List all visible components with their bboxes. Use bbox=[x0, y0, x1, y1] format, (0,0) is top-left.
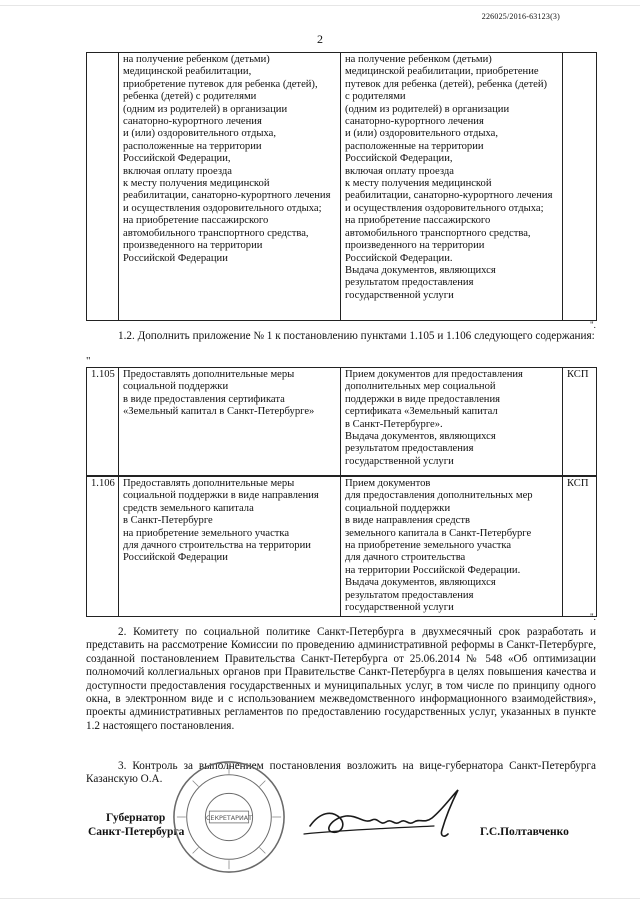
seal-text: СЕКРЕТАРИАТ bbox=[205, 813, 253, 822]
table-row bbox=[87, 368, 597, 476]
scan-artifact bbox=[0, 898, 640, 899]
signatory-name: Г.С.Полтавченко bbox=[480, 826, 569, 838]
official-seal-stamp bbox=[170, 758, 288, 876]
table-cell-service bbox=[119, 53, 341, 321]
paragraph-3-text: 3. Контроль за выполнением постановления возложить на вице-губернатора Санкт-Петербурга Казанскую О.А. bbox=[86, 760, 596, 786]
procedure-text: Прием документов для предоставления дополнительных мер социальной поддержки в виде предоставления сертификата «Земельный капитал в Санкт-Петербурге». Выдача документов, являющихся результатом предоставления государственной услуги bbox=[345, 369, 523, 467]
paragraph-1-2-text: 1.2. Дополнить приложение № 1 к постановлению пунктами 1.105 и 1.106 следующего содержания: bbox=[118, 330, 595, 342]
closing-quote: ". bbox=[590, 320, 596, 330]
org-cell: КСП bbox=[563, 368, 597, 476]
table-row-1106 bbox=[86, 476, 597, 617]
table-row bbox=[87, 477, 597, 617]
procedure-text: на получение ребенком (детьми) медицинской реабилитации, приобретение путевок для ребенка (детей), ребенка (детей) с родителями (одним из родителей) в организации санаторно-курортного лечения и (или) оздоровительного отдыха, расположенные на территории Российской Федерации, включая оплату проезда к месту получения медицинской реабилитации, санаторно-курортного лечения и осуществления оздоровительного отдыха; на приобретение пассажирского автомобильного транспортного средства, произведенного на территории Российской Федерации. Выдача документов, являющихся результатом предоставления государственной услуги bbox=[345, 54, 553, 301]
table-row-1105 bbox=[86, 367, 597, 476]
signatory-title-line1: Губернатор bbox=[106, 812, 166, 824]
scan-artifact bbox=[0, 5, 640, 6]
org-cell: КСП bbox=[563, 477, 597, 617]
service-cell bbox=[119, 477, 341, 617]
table-cell-procedure bbox=[341, 53, 563, 321]
opening-quote: " bbox=[86, 355, 91, 367]
continuation-table bbox=[86, 52, 597, 321]
page-number: 2 bbox=[317, 32, 323, 46]
row-number: 1.106 bbox=[87, 477, 119, 617]
closing-quote: ". bbox=[590, 612, 596, 622]
signatory-title-line2: Санкт-Петербурга bbox=[88, 826, 185, 838]
procedure-cell bbox=[341, 368, 563, 476]
service-cell bbox=[119, 368, 341, 476]
paragraph-1-2 bbox=[86, 330, 596, 343]
paragraph-2-text: 2. Комитету по социальной политике Санкт-Петербурга в двухмесячный срок разработать и представить на рассмотрение Комиссии по проведению административной реформы в Санкт-Петербурге, созданной постановлением Правительства Санкт-Петербурга от 25.06.2014 № 548 «Об оптимизации полномочий коллегиальных органов при Правительстве Санкт-Петербурга в целях повышения качества и доступности предоставления государственных и муниципальных услуг, в том числе по принципу одного окна, в электронном виде и с использованием межведомственного информационного взаимодействия», проекты административных регламентов по предоставлению государственных услуг, указанных в пункте 1.2 настоящего постановления. bbox=[86, 626, 596, 732]
row-number: 1.105 bbox=[87, 368, 119, 476]
procedure-cell bbox=[341, 477, 563, 617]
paragraph-2 bbox=[86, 626, 596, 733]
handwritten-signature bbox=[302, 782, 472, 852]
service-text: на получение ребенком (детьми) медицинской реабилитации, приобретение путевок для ребенка (детей), ребенка (детей) с родителями (одним из родителей) в организации санаторно-курортного лечения и (или) оздоровительного отдыха, расположенные на территории Российской Федерации, включая оплату проезда к месту получения медицинской реабилитации, санаторно-курортного лечения и осуществления оздоровительного отдыха; на приобретение пассажирского автомобильного транспортного средства, произведенного на территории Российской Федерации bbox=[123, 54, 331, 264]
table-row bbox=[87, 53, 597, 321]
procedure-text: Прием документов для предоставления дополнительных мер социальной поддержки в виде направления средств земельного капитала в Санкт-Петербурге на приобретение земельного участка для дачного строительства на территории Российской Федерации. Выдача документов, являющихся результатом предоставления государственной услуги bbox=[345, 478, 533, 614]
document-code: 226025/2016-63123(3) bbox=[481, 12, 560, 21]
service-text: Предоставлять дополнительные меры социальной поддержки в виде направления средств земельного капитала в Санкт-Петербурге на приобретение земельного участка для дачного строительства на территории Российской Федерации bbox=[123, 478, 319, 564]
table-cell-num bbox=[87, 53, 119, 321]
service-text: Предоставлять дополнительные меры социальной поддержки в виде предоставления сертификата «Земельный капитал в Санкт-Петербурге» bbox=[123, 369, 315, 418]
table-cell-org bbox=[563, 53, 597, 321]
